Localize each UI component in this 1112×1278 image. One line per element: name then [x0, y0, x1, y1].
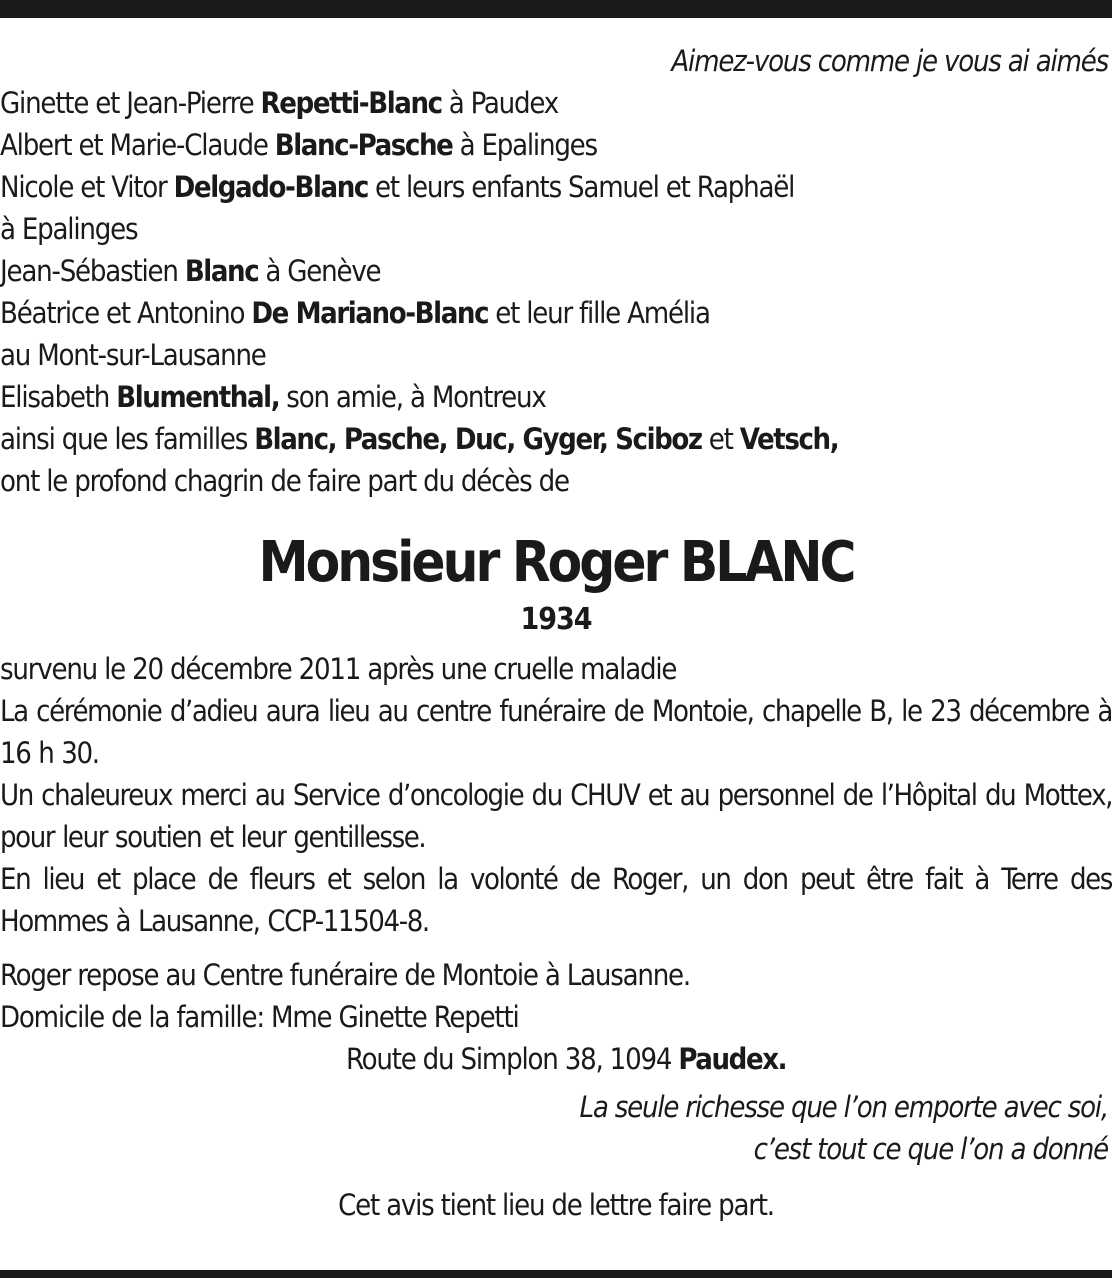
family-line: Ginette et Jean-Pierre Repetti-Blanc à Paudex: [0, 86, 558, 120]
family-line: Jean-Sébastien Blanc à Genève: [0, 254, 381, 288]
top-rule: [0, 0, 1112, 18]
announcement: ont le profond chagrin de faire part du décès de: [0, 464, 569, 498]
family-line: Béatrice et Antonino De Mariano-Blanc et leur fille Amélia: [0, 296, 710, 330]
address-text: Route du Simplon 38, 1094 Paudex.: [346, 1042, 787, 1076]
closing-quote-line-2: c’est tout ce que l’on a donné: [753, 1132, 1108, 1166]
domicile-text: Domicile de la famille: Mme Ginette Repetti: [0, 1000, 519, 1034]
ceremony-text: La cérémonie d’adieu aura lieu au centre funéraire de Montoie, chapelle B, le 23 décembre à 16 h 30.: [0, 694, 1112, 770]
family-list: [0, 82, 1112, 502]
birth-year: 1934: [520, 602, 592, 637]
family-line: Elisabeth Blumenthal, son amie, à Montreux: [0, 380, 546, 414]
donation-text: En lieu et place de fleurs et selon la volonté de Roger, un don peut être fait à Terre des Hommes à Lausanne, CCP-11504-8.: [0, 862, 1112, 938]
epigraph: Aimez-vous comme je vous ai aimés: [671, 44, 1108, 78]
obituary-notice: [0, 40, 1112, 1226]
family-line: au Mont-sur-Lausanne: [0, 338, 266, 372]
rest-text: Roger repose au Centre funéraire de Montoie à Lausanne.: [0, 958, 690, 992]
family-line: à Epalinges: [0, 212, 138, 246]
families-line: ainsi que les familles Blanc, Pasche, Duc, Gyger, Sciboz et Vetsch,: [0, 422, 839, 456]
passing-text: survenu le 20 décembre 2011 après une cruelle maladie: [0, 652, 677, 686]
thanks-text: Un chaleureux merci au Service d’oncologie du CHUV et au personnel de l’Hôpital du Mottex, pour leur soutien et leur gentillesse.: [0, 778, 1112, 854]
bottom-rule: [0, 1270, 1112, 1278]
footer-note: Cet avis tient lieu de lettre faire part.: [338, 1188, 774, 1222]
family-line: Nicole et Vitor Delgado-Blanc et leurs enfants Samuel et Raphaël: [0, 170, 795, 204]
deceased-name: Monsieur Roger BLANC: [258, 530, 854, 595]
family-line: Albert et Marie-Claude Blanc-Pasche à Epalinges: [0, 128, 597, 162]
closing-quote-line-1: La seule richesse que l’on emporte avec soi,: [579, 1090, 1108, 1124]
